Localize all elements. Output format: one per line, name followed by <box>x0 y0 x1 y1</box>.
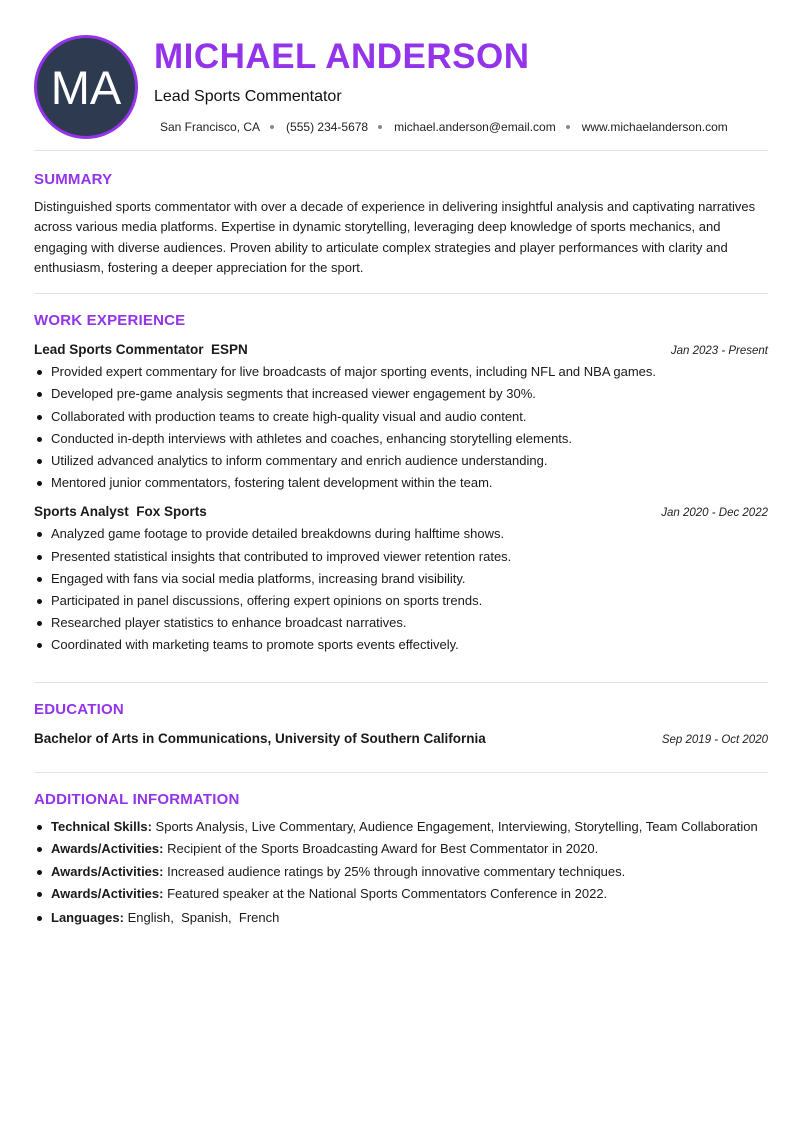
contact-email[interactable]: michael.anderson@email.com <box>394 120 556 134</box>
education-dates: Sep 2019 - Oct 2020 <box>661 733 768 746</box>
list-item: Researched player statistics to enhance broadcast narratives. <box>34 612 768 634</box>
contact-location: San Francisco, CA <box>160 120 261 134</box>
avatar-initials: MA <box>50 60 122 114</box>
job-dates: Jan 2023 - Present <box>670 345 768 358</box>
list-item <box>34 817 768 837</box>
candidate-name: MICHAEL ANDERSON <box>154 37 530 76</box>
contact-website[interactable]: www.michaelanderson.com <box>581 120 728 134</box>
education-entry <box>34 731 768 746</box>
list-item <box>34 884 768 904</box>
additional-list <box>34 817 768 928</box>
contact-phone: (555) 234-5678 <box>286 120 369 134</box>
list-item: Analyzed game footage to provide detailed breakdowns during halftime shows. <box>34 523 768 545</box>
additional-section <box>34 773 768 928</box>
resume-header <box>34 0 768 151</box>
item-label: Awards/Activities: <box>51 863 164 879</box>
job-title: Sports Analyst Fox Sports <box>34 504 207 520</box>
experience-section <box>34 294 768 682</box>
degree-title: Bachelor of Arts in Communications, University of Southern California <box>34 730 486 746</box>
resume-page <box>34 0 768 930</box>
item-label: Technical Skills: <box>51 818 152 834</box>
list-item: Engaged with fans via social media platforms, increasing brand visibility. <box>34 568 768 590</box>
item-text: Featured speaker at the National Sports Commentators Conference in 2022. <box>167 886 608 902</box>
item-text: Sports Analysis, Live Commentary, Audience Engagement, Interviewing, Storytelling, Team Collaboration <box>155 818 758 834</box>
avatar <box>34 35 138 139</box>
summary-section <box>34 151 768 294</box>
section-title-additional: ADDITIONAL INFORMATION <box>34 790 240 808</box>
list-item: Utilized advanced analytics to inform commentary and enrich audience understanding. <box>34 450 768 472</box>
summary-text: Distinguished sports commentator with over a decade of experience in delivering insightful analysis and captivating narratives across various media platforms. Expertise in dynamic storytelling, leveraging deep knowledge of sports mechanics, and engaging with diverse audiences. Proven ability to articulate complex strategies and player performances with clarity and enthusiasm, fostering a deeper appreciation for the sport. <box>34 199 756 275</box>
job-title: Lead Sports Commentator ESPN <box>34 342 248 358</box>
separator-dot-icon <box>270 125 274 129</box>
separator-dot-icon <box>378 125 382 129</box>
separator-dot-icon <box>566 125 570 129</box>
list-item <box>34 908 768 928</box>
item-label: Languages: <box>51 909 124 925</box>
list-item: Mentored junior commentators, fostering talent development within the team. <box>34 472 768 494</box>
job-dates: Jan 2020 - Dec 2022 <box>661 507 768 520</box>
job-entry <box>34 342 768 494</box>
item-text: Increased audience ratings by 25% through innovative commentary techniques. <box>167 863 626 879</box>
list-item <box>34 862 768 882</box>
list-item: Collaborated with production teams to create high-quality visual and audio content. <box>34 406 768 428</box>
list-item: Developed pre-game analysis segments that increased viewer engagement by 30%. <box>34 383 768 405</box>
list-item: Provided expert commentary for live broadcasts of major sporting events, including NFL and NBA games. <box>34 361 768 383</box>
education-section <box>34 683 768 773</box>
section-title-education: EDUCATION <box>34 700 124 718</box>
job-bullets <box>34 523 768 656</box>
list-item <box>34 839 768 859</box>
job-entry <box>34 504 768 656</box>
list-item: Coordinated with marketing teams to promote sports events effectively. <box>34 634 768 656</box>
candidate-role: Lead Sports Commentator <box>154 88 342 105</box>
section-title-summary: SUMMARY <box>34 171 113 188</box>
list-item: Participated in panel discussions, offering expert opinions on sports trends. <box>34 590 768 612</box>
section-title-experience: WORK EXPERIENCE <box>34 312 186 330</box>
item-text: Recipient of the Sports Broadcasting Award for Best Commentator in 2020. <box>167 841 599 857</box>
job-bullets <box>34 361 768 494</box>
item-label: Awards/Activities: <box>51 841 164 857</box>
item-label: Awards/Activities: <box>51 886 164 902</box>
item-text: English, Spanish, French <box>127 909 280 925</box>
contact-line <box>160 120 728 134</box>
list-item: Presented statistical insights that contributed to improved viewer retention rates. <box>34 546 768 568</box>
list-item: Conducted in-depth interviews with athletes and coaches, enhancing storytelling elements. <box>34 428 768 450</box>
